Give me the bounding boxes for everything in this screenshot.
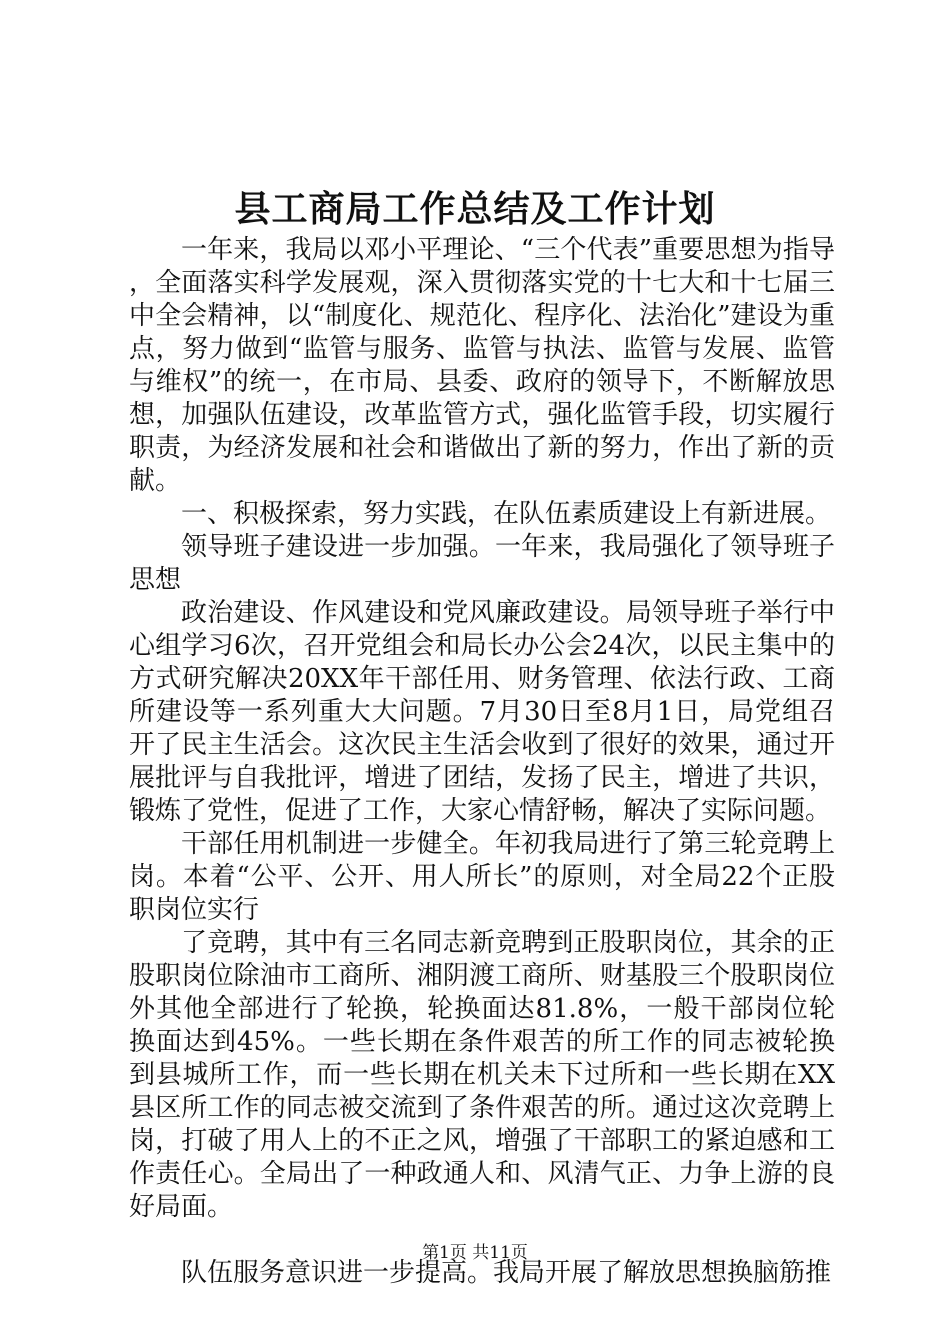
paragraph-leadership: 领导班子建设进一步加强。一年来，我局强化了领导班子思想 — [129, 532, 835, 595]
paragraph-section-heading: 一、积极探索，努力实践，在队伍素质建设上有新进展。 — [181, 499, 832, 529]
paragraph-competition-results: 了竞聘，其中有三名同志新竞聘到正股职岗位，其余的正股职岗位除油市工商所、湘阴渡工商所、财基股三个股职岗位外其他全部进行了轮换，轮换面达81.8%，一般干部岗位轮换面达到45%。一些长期在条件艰苦的所工作的同志被轮换到县城所工作，而一些长期在机关未下过所和一些长期在XX县区所工作的同志被交流到了条件艰苦的所。通过这次竞聘上岗，打破了用人上的不正之风，增强了干部职工的紧迫感和工作责任心。全局出了一种政通人和、风清气正、力争上游的良好局面。 — [129, 928, 835, 1222]
paragraph-appointment-mechanism: 干部任用机制进一步健全。年初我局进行了第三轮竞聘上岗。本着“公平、公开、用人所长”的原则，对全局22个正股职岗位实行 — [129, 829, 835, 925]
paragraph-service-awareness: 队伍服务意识进一步提高。我局开展了解放思想换脑筋推 — [181, 1258, 832, 1288]
paragraph-intro: 一年来，我局以邓小平理论、“三个代表”重要思想为指导，全面落实科学发展观，深入贯彻落实党的十七大和十七届三中全会精神，以“制度化、规范化、程序化、法治化”建设为重点，努力做到“监管与服务、监管与执法、监管与发展、监管与维权”的统一，在市局、县委、政府的领导下，不断解放思想，加强队伍建设，改革监管方式，强化监管手段，切实履行职责，为经济发展和社会和谐做出了新的努力，作出了新的贡献。 — [129, 235, 835, 496]
document-title: 县工商局工作总结及工作计划 — [234, 188, 716, 230]
page-number: 第1页 共11页 — [422, 1243, 528, 1263]
paragraph-political-building: 政治建设、作风建设和党风廉政建设。局领导班子举行中心组学习6次，召开党组会和局长办公会24次，以民主集中的方式研究解决20XX年干部任用、财务管理、依法行政、工商所建设等一系列重大大问题。7月30日至8月1日，局党组召开了民主生活会。这次民主生活会收到了很好的效果，通过开展批评与自我批评，增进了团结，发扬了民主，增进了共识，锻炼了党性，促进了工作，大家心情舒畅，解决了实际问题。 — [129, 598, 835, 826]
document-body — [129, 234, 835, 1290]
